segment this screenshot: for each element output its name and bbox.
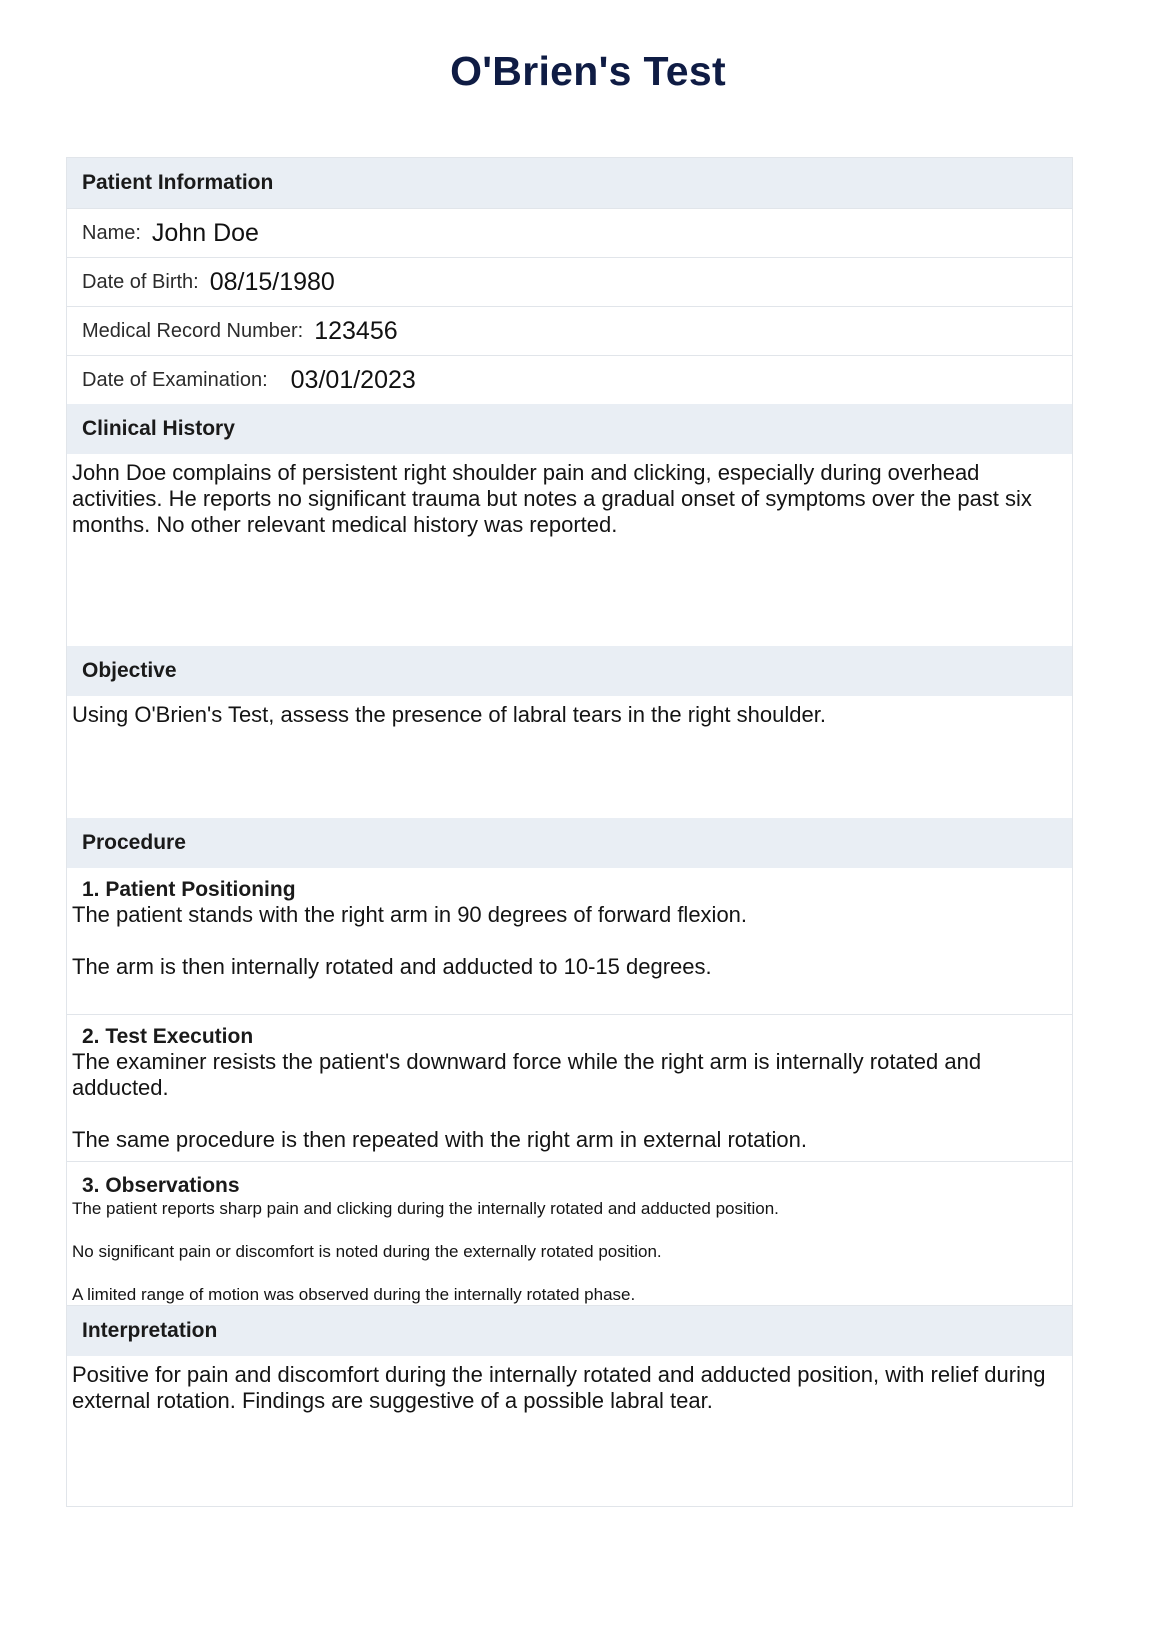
- procedure-step-positioning: [67, 868, 1072, 1015]
- name-row: [67, 208, 1072, 257]
- observation-line: A limited range of motion was observed during the internally rotated phase.: [72, 1285, 636, 1304]
- objective-text: Using O'Brien's Test, assess the presence of labral tears in the right shoulder.: [72, 702, 826, 727]
- objective-heading: Objective: [67, 646, 1072, 696]
- procedure-step-line: The examiner resists the patient's downward force while the right arm is internally rotated and adducted.: [72, 1049, 982, 1100]
- interpretation-text: Positive for pain and discomfort during the internally rotated and adducted position, with relief during external rotation. Findings are suggestive of a possible labral tear.: [72, 1362, 1046, 1413]
- procedure-step-line: The same procedure is then repeated with the right arm in external rotation.: [72, 1127, 807, 1152]
- procedure-step-execution: [67, 1015, 1072, 1162]
- interpretation-heading: Interpretation: [67, 1306, 1072, 1356]
- mrn-label: Medical Record Number:: [82, 319, 304, 342]
- procedure-step-title: 1. Patient Positioning: [82, 878, 296, 901]
- procedure-step-title: 2. Test Execution: [82, 1025, 254, 1048]
- exam-date-row: [67, 355, 1072, 404]
- page-title: O'Brien's Test: [450, 48, 726, 94]
- dob-value: 08/15/1980: [209, 267, 335, 296]
- mrn-value: 123456: [314, 316, 398, 345]
- observation-line: No significant pain or discomfort is noted during the externally rotated position.: [72, 1242, 662, 1261]
- procedure-step-line: The patient stands with the right arm in 90 degrees of forward flexion.: [72, 902, 748, 927]
- exam-date-label: Date of Examination:: [82, 368, 268, 391]
- exam-date-value: 03/01/2023: [290, 365, 416, 394]
- clinical-history-heading: Clinical History: [67, 404, 1072, 454]
- name-value: John Doe: [151, 218, 259, 247]
- clinical-history-text: John Doe complains of persistent right shoulder pain and clicking, especially during overhead activities. He reports no significant trauma but notes a gradual onset of symptoms over the past six months. No other relevant medical history was reported.: [72, 460, 1032, 537]
- procedure-step-title: 3. Observations: [82, 1174, 240, 1197]
- procedure-heading: Procedure: [67, 818, 1072, 868]
- procedure-step-line: The arm is then internally rotated and adducted to 10-15 degrees.: [72, 954, 712, 979]
- exam-form: [66, 157, 1073, 1507]
- mrn-row: [67, 306, 1072, 355]
- procedure-step-observations: [67, 1162, 1072, 1306]
- name-label: Name:: [82, 221, 141, 244]
- observation-line: The patient reports sharp pain and clicking during the internally rotated and adducted position.: [72, 1199, 779, 1218]
- dob-label: Date of Birth:: [82, 270, 199, 293]
- dob-row: [67, 257, 1072, 306]
- patient-info-heading: Patient Information: [67, 158, 1072, 208]
